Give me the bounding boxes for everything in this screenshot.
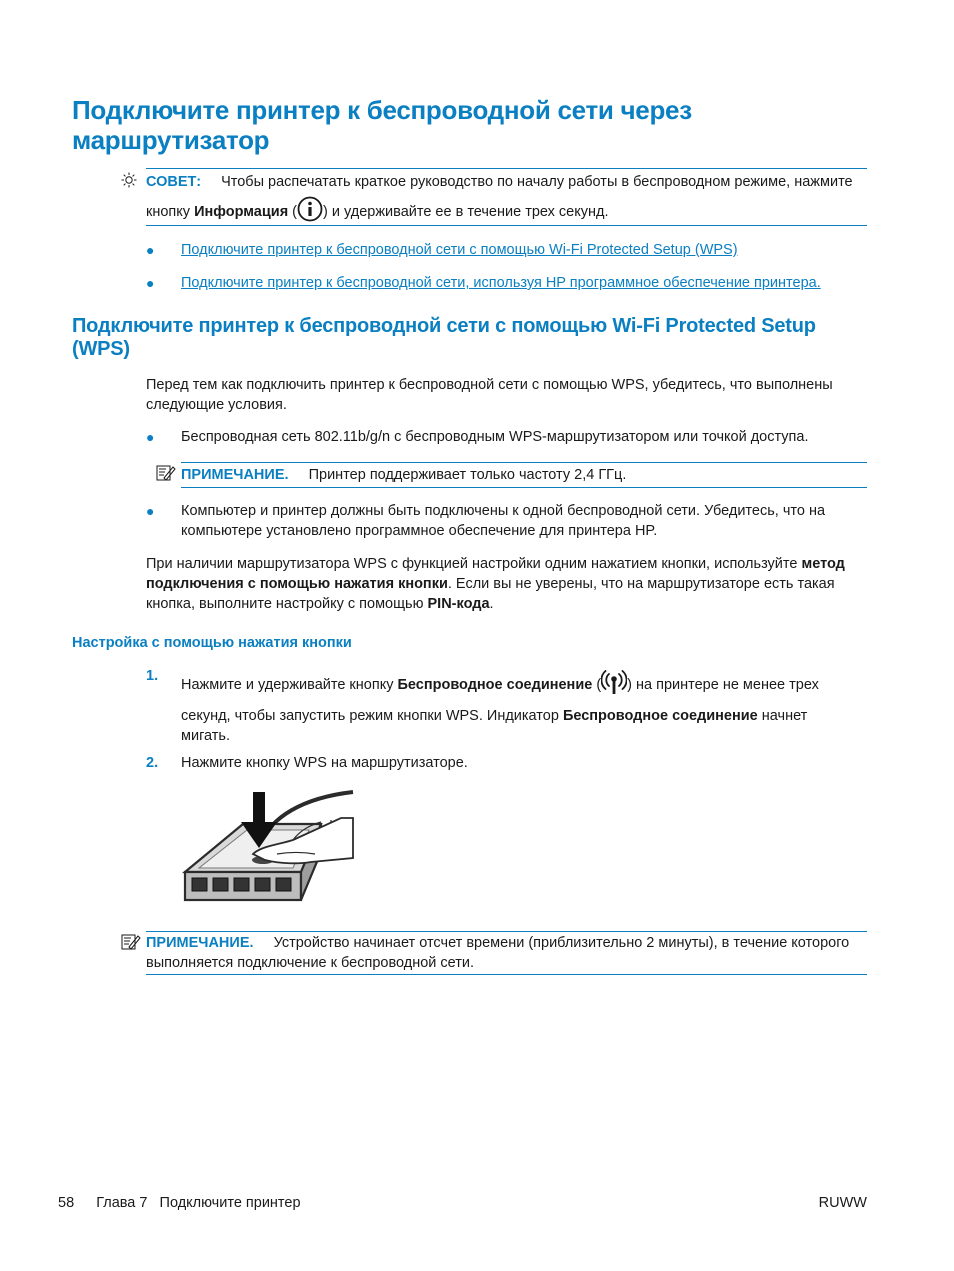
info-icon — [297, 196, 323, 228]
requirement-1: Беспроводная сеть 802.11b/g/n с беспроводным WPS-маршрутизатором или точкой доступа. — [181, 429, 809, 445]
link-wps[interactable]: Подключите принтер к беспроводной сети с помощью Wi-Fi Protected Setup (WPS) — [181, 242, 738, 258]
tip-block — [146, 172, 876, 228]
bullet: ● — [146, 242, 155, 258]
note-icon — [121, 933, 141, 957]
note2-bottom-rule — [146, 974, 867, 975]
lightbulb-icon — [120, 171, 138, 195]
note-icon — [156, 464, 176, 488]
note1-top-rule — [181, 462, 867, 463]
note2-label: ПРИМЕЧАНИЕ. — [146, 935, 254, 951]
tip-line-2: кнопку Информация ( ) и удерживайте ее в течение трех секунд. — [146, 196, 876, 228]
tip-top-rule — [146, 168, 867, 169]
tip-line-1: СОВЕТ: Чтобы распечатать краткое руководство по началу работы в беспроводном режиме, нажмите — [146, 174, 853, 190]
chapter-label: Глава 7 — [96, 1195, 148, 1211]
page-title: Подключите принтер к беспроводной сети через маршрутизатор — [72, 95, 692, 155]
intro-paragraph: Перед тем как подключить принтер к беспроводной сети с помощью WPS, убедитесь, что выполнены следующие условия. — [146, 377, 833, 413]
chapter-title: Подключите принтер — [159, 1195, 301, 1211]
link-hp-software[interactable]: Подключите принтер к беспроводной сети, используя HP программное обеспечение принтера. — [181, 275, 821, 291]
router-wps-illustration — [181, 788, 356, 924]
page-number: 58 — [58, 1195, 75, 1211]
bullet: ● — [146, 429, 155, 445]
bullet: ● — [146, 275, 155, 291]
info-button-name: Информация — [194, 204, 289, 220]
subsection-title: Настройка с помощью нажатия кнопки — [72, 635, 352, 651]
tip-label: СОВЕТ: — [146, 174, 202, 190]
note1-block: ПРИМЕЧАНИЕ. Принтер поддерживает только частоту 2,4 ГГц. — [181, 467, 627, 483]
note2-block: ПРИМЕЧАНИЕ. Устройство начинает отсчет времени (приблизительно 2 минуты), в течение которого выполняется подключение к беспроводной сети. — [146, 935, 850, 971]
section-title: Подключите принтер к беспроводной сети с помощью Wi-Fi Protected Setup (WPS) — [72, 315, 816, 360]
note1-label: ПРИМЕЧАНИЕ. — [181, 467, 289, 483]
tip-bottom-rule — [146, 225, 867, 226]
step-number: 1. — [146, 668, 159, 684]
step-number: 2. — [146, 755, 159, 771]
step-1: Нажмите и удерживайте кнопку Беспроводное соединение ( ) на принтере не менее трех секунд, чтобы запустить режим кнопки WPS. Индикатор Беспроводное соединение начнет мигать. — [181, 668, 881, 746]
footer-left — [58, 1193, 301, 1213]
push-button-paragraph: При наличии маршрутизатора WPS с функцией настройки одним нажатием кнопки, используйте метод подключения с помощью нажатия кнопки. Если вы не уверены, что на маршрутизаторе есть такая кнопка, выполните настройку с помощью PIN-кода. — [146, 556, 845, 612]
step-2: Нажмите кнопку WPS на маршрутизаторе. — [181, 755, 468, 771]
requirement-2: Компьютер и принтер должны быть подключены к одной беспроводной сети. Убедитесь, что на компьютере установлено программное обеспечение для принтера HP. — [181, 503, 826, 539]
note2-top-rule — [146, 931, 867, 932]
footer-locale: RUWW — [818, 1195, 867, 1211]
wireless-icon — [601, 668, 627, 702]
note1-bottom-rule — [181, 487, 867, 488]
bullet: ● — [146, 503, 155, 519]
